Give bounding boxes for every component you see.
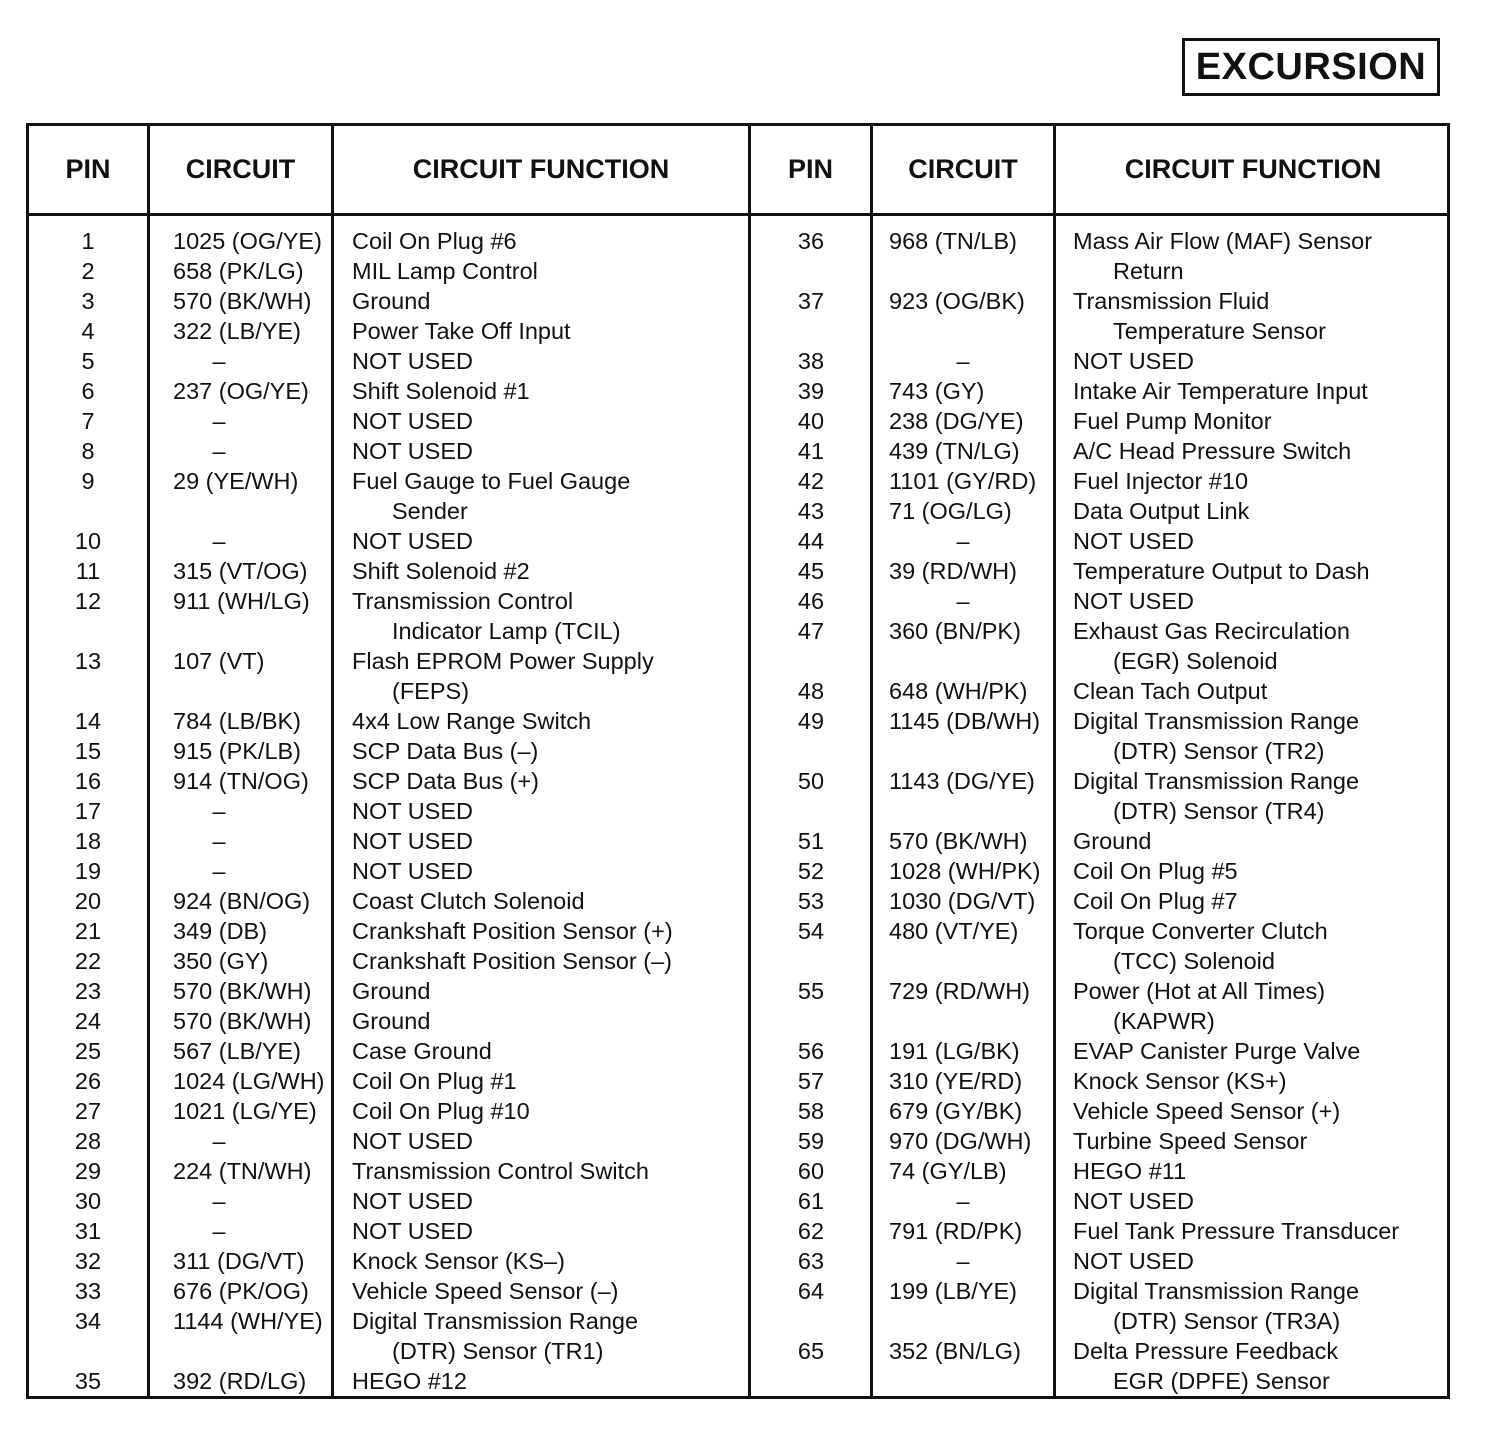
pin-row [751, 1336, 1451, 1366]
pin-row [751, 1036, 1451, 1066]
circuit-code: 658 (PK/LG) [173, 258, 304, 284]
circuit-function: Coil On Plug #5 [1073, 858, 1238, 884]
pin-row [751, 676, 1451, 706]
pin-row [29, 736, 749, 766]
circuit-function: Case Ground [352, 1038, 492, 1064]
pin-row [751, 1066, 1451, 1096]
pin-row-continuation [29, 1336, 749, 1366]
circuit-function: Crankshaft Position Sensor (–) [352, 948, 673, 974]
circuit-code: 567 (LB/YE) [173, 1038, 302, 1064]
circuit-function: Power Take Off Input [352, 318, 571, 344]
circuit-code: 1143 (DG/YE) [889, 768, 1035, 794]
circuit-function: NOT USED [1073, 1248, 1194, 1274]
circuit-code: 924 (BN/OG) [173, 888, 311, 914]
circuit-function: Digital Transmission Range [1073, 768, 1360, 794]
circuit-code: 570 (BK/WH) [173, 288, 312, 314]
circuit-function: HEGO #12 [352, 1368, 467, 1394]
pin-number: 58 [797, 1098, 825, 1124]
circuit-function: Exhaust Gas Recirculation [1073, 618, 1350, 644]
pin-row [29, 976, 749, 1006]
pin-number: 9 [81, 468, 95, 494]
circuit-function: Knock Sensor (KS–) [352, 1248, 565, 1274]
pin-number: 62 [797, 1218, 825, 1244]
circuit-function: Power (Hot at All Times) [1073, 978, 1326, 1004]
header-function-left: CIRCUIT FUNCTION [412, 154, 670, 184]
circuit-function-continued: (TCC) Solenoid [1113, 948, 1275, 974]
circuit-code: 679 (GY/BK) [889, 1098, 1023, 1124]
circuit-code: 310 (YE/RD) [889, 1068, 1023, 1094]
pin-row-continuation [29, 676, 749, 706]
pin-row [29, 256, 749, 286]
header-pin-left: PIN [65, 154, 111, 184]
pin-number: 17 [74, 798, 102, 824]
circuit-function: Digital Transmission Range [1073, 708, 1360, 734]
pin-number: 22 [74, 948, 102, 974]
circuit-function: SCP Data Bus (+) [352, 768, 539, 794]
pin-row [29, 1186, 749, 1216]
pin-number: 26 [74, 1068, 102, 1094]
circuit-function-continued: Indicator Lamp (TCIL) [392, 618, 621, 644]
pin-number: 8 [81, 438, 95, 464]
circuit-function: Torque Converter Clutch [1073, 918, 1328, 944]
pin-number: 11 [75, 558, 101, 584]
circuit-function: Coil On Plug #7 [1073, 888, 1238, 914]
pin-number: 54 [797, 918, 825, 944]
pin-row [29, 316, 749, 346]
pin-row [751, 976, 1451, 1006]
pin-row [29, 1246, 749, 1276]
pin-row [751, 766, 1451, 796]
circuit-code: 791 (RD/PK) [889, 1218, 1023, 1244]
circuit-function: Shift Solenoid #1 [352, 378, 530, 404]
circuit-function: A/C Head Pressure Switch [1073, 438, 1352, 464]
circuit-code: 729 (RD/WH) [889, 978, 1031, 1004]
pin-number: 55 [797, 978, 825, 1004]
pin-number: 5 [81, 348, 95, 374]
pin-row [751, 706, 1451, 736]
pin-number: 27 [74, 1098, 102, 1124]
pin-row [751, 1126, 1451, 1156]
circuit-function-continued: (KAPWR) [1113, 1008, 1215, 1034]
circuit-function: Intake Air Temperature Input [1073, 378, 1368, 404]
pin-number: 46 [797, 588, 825, 614]
pin-row [751, 466, 1451, 496]
circuit-code: 970 (DG/WH) [889, 1128, 1032, 1154]
pin-row [751, 616, 1451, 646]
header-circuit-right: CIRCUIT [908, 154, 1018, 184]
circuit-code: 224 (TN/WH) [173, 1158, 312, 1184]
pin-number: 37 [797, 288, 825, 314]
pin-number: 36 [797, 228, 825, 254]
pin-number: 25 [74, 1038, 102, 1064]
pin-row [751, 376, 1451, 406]
circuit-code: 1024 (LG/WH) [173, 1068, 325, 1094]
pin-number: 53 [797, 888, 825, 914]
pin-number: 28 [74, 1128, 102, 1154]
circuit-function: NOT USED [352, 348, 473, 374]
pin-row [29, 1096, 749, 1126]
pin-row [751, 586, 1451, 616]
circuit-function: NOT USED [1073, 528, 1194, 554]
pin-row [29, 706, 749, 736]
pin-row [751, 1096, 1451, 1126]
circuit-function: NOT USED [352, 798, 473, 824]
pin-number: 14 [74, 708, 102, 734]
circuit-function: NOT USED [352, 1128, 473, 1154]
circuit-code: 676 (PK/OG) [173, 1278, 309, 1304]
circuit-code: 1025 (OG/YE) [173, 228, 322, 254]
circuit-code: – [956, 348, 970, 374]
circuit-code: 1101 (GY/RD) [889, 468, 1037, 494]
circuit-function: Fuel Injector #10 [1073, 468, 1249, 494]
pin-number: 7 [81, 408, 95, 434]
circuit-function: Ground [352, 1008, 431, 1034]
circuit-code: – [212, 1218, 226, 1244]
circuit-function: NOT USED [1073, 1188, 1194, 1214]
circuit-code: 315 (VT/OG) [173, 558, 308, 584]
circuit-code: 107 (VT) [173, 648, 265, 674]
circuit-function: Turbine Speed Sensor [1073, 1128, 1308, 1154]
pin-row-continuation [751, 736, 1451, 766]
pin-row-continuation [751, 1006, 1451, 1036]
circuit-function: NOT USED [352, 858, 473, 884]
circuit-code: 311 (DG/VT) [173, 1248, 305, 1274]
pin-row [29, 556, 749, 586]
pin-number: 45 [797, 558, 825, 584]
pin-row [29, 1366, 749, 1396]
pin-row [29, 1066, 749, 1096]
circuit-code: 74 (GY/LB) [889, 1158, 1007, 1184]
pin-row [29, 1006, 749, 1036]
circuit-code: 191 (LG/BK) [889, 1038, 1020, 1064]
pin-row [751, 826, 1451, 856]
circuit-function: Transmission Control Switch [352, 1158, 649, 1184]
circuit-function: HEGO #11 [1073, 1158, 1187, 1184]
pin-number: 30 [74, 1188, 102, 1214]
pin-row-continuation [29, 496, 749, 526]
pin-row [29, 1126, 749, 1156]
circuit-code: – [212, 858, 226, 884]
pin-row [29, 916, 749, 946]
circuit-function: Digital Transmission Range [1073, 1278, 1360, 1304]
pin-row [29, 796, 749, 826]
pin-number: 40 [797, 408, 825, 434]
pin-row [29, 646, 749, 676]
circuit-code: 570 (BK/WH) [173, 978, 312, 1004]
pin-number: 64 [797, 1278, 825, 1304]
pin-row [29, 376, 749, 406]
left-pin-list [29, 226, 749, 1396]
circuit-function: SCP Data Bus (–) [352, 738, 539, 764]
pin-number: 52 [797, 858, 825, 884]
pin-number: 21 [74, 918, 102, 944]
pin-row [29, 1276, 749, 1306]
circuit-code: – [212, 348, 226, 374]
circuit-function-continued: Return [1113, 258, 1184, 284]
circuit-code: – [212, 1128, 226, 1154]
pin-row-continuation [751, 796, 1451, 826]
circuit-function: NOT USED [352, 438, 473, 464]
circuit-function: Clean Tach Output [1073, 678, 1268, 704]
circuit-function-continued: Sender [392, 498, 468, 524]
circuit-function: EVAP Canister Purge Valve [1073, 1038, 1361, 1064]
circuit-code: 923 (OG/BK) [889, 288, 1025, 314]
circuit-code: 743 (GY) [889, 378, 985, 404]
pin-row [751, 526, 1451, 556]
circuit-function: Coil On Plug #10 [352, 1098, 530, 1124]
pin-number: 51 [797, 828, 825, 854]
pin-row [29, 1036, 749, 1066]
circuit-function-continued: (DTR) Sensor (TR1) [392, 1338, 604, 1364]
pin-number: 43 [797, 498, 825, 524]
circuit-function: Delta Pressure Feedback [1073, 1338, 1339, 1364]
circuit-function-continued: (FEPS) [392, 678, 470, 704]
circuit-function: NOT USED [1073, 348, 1194, 374]
pin-row [29, 1216, 749, 1246]
circuit-function: Fuel Tank Pressure Transducer [1073, 1218, 1400, 1244]
circuit-function: Ground [352, 978, 431, 1004]
circuit-code: 911 (WH/LG) [173, 588, 310, 614]
pin-row [751, 496, 1451, 526]
circuit-code: 392 (RD/LG) [173, 1368, 307, 1394]
pin-number: 29 [74, 1158, 102, 1184]
pin-number: 1 [81, 228, 95, 254]
circuit-function: NOT USED [352, 828, 473, 854]
pin-row [29, 856, 749, 886]
circuit-function: Vehicle Speed Sensor (+) [1073, 1098, 1341, 1124]
circuit-code: 71 (OG/LG) [889, 498, 1012, 524]
vehicle-badge: EXCURSION [1182, 38, 1440, 96]
circuit-code: – [956, 1188, 970, 1214]
pin-row-continuation [29, 616, 749, 646]
pin-row [751, 886, 1451, 916]
circuit-function-continued: Temperature Sensor [1113, 318, 1326, 344]
pin-number: 19 [74, 858, 102, 884]
circuit-code: 29 (YE/WH) [173, 468, 299, 494]
pin-row [751, 1186, 1451, 1216]
circuit-function: Transmission Control [352, 588, 574, 614]
circuit-function: Shift Solenoid #2 [352, 558, 530, 584]
pin-number: 60 [797, 1158, 825, 1184]
circuit-function-continued: (DTR) Sensor (TR2) [1113, 738, 1325, 764]
circuit-function: Coast Clutch Solenoid [352, 888, 585, 914]
pin-number: 61 [797, 1188, 825, 1214]
circuit-code: 1030 (DG/VT) [889, 888, 1036, 914]
circuit-function: NOT USED [1073, 588, 1194, 614]
pin-number: 35 [74, 1368, 102, 1394]
circuit-code: – [956, 1248, 970, 1274]
header-pin-right: PIN [787, 154, 833, 184]
pin-number: 13 [74, 648, 102, 674]
circuit-code: 570 (BK/WH) [173, 1008, 312, 1034]
pin-number: 31 [74, 1218, 102, 1244]
pin-number: 23 [74, 978, 102, 1004]
pin-number: 24 [74, 1008, 102, 1034]
circuit-code: 350 (GY) [173, 948, 269, 974]
circuit-code: – [212, 408, 226, 434]
pin-row [751, 406, 1451, 436]
pin-row [751, 1246, 1451, 1276]
circuit-code: 439 (TN/LG) [889, 438, 1020, 464]
pin-number: 2 [81, 258, 95, 284]
header-circuit-left: CIRCUIT [185, 154, 296, 184]
pin-row [29, 586, 749, 616]
circuit-code: 1144 (WH/YE) [173, 1308, 323, 1334]
pin-row-continuation [751, 946, 1451, 976]
pin-row [751, 436, 1451, 466]
circuit-function: Fuel Pump Monitor [1073, 408, 1272, 434]
pin-row [29, 436, 749, 466]
circuit-code: 1028 (WH/PK) [889, 858, 1041, 884]
pin-number: 49 [797, 708, 825, 734]
circuit-function: Coil On Plug #1 [352, 1068, 517, 1094]
pin-number: 63 [797, 1248, 825, 1274]
circuit-code: – [212, 828, 226, 854]
pinout-table [26, 123, 1450, 1399]
circuit-function: MIL Lamp Control [352, 258, 538, 284]
circuit-code: – [956, 528, 970, 554]
pin-number: 48 [797, 678, 825, 704]
circuit-function: Data Output Link [1073, 498, 1250, 524]
pin-row [29, 1306, 749, 1336]
pin-number: 42 [797, 468, 825, 494]
pin-number: 15 [74, 738, 102, 764]
circuit-code: 237 (OG/YE) [173, 378, 309, 404]
pin-row [29, 226, 749, 256]
pin-number: 39 [797, 378, 825, 404]
pin-number: 57 [797, 1068, 825, 1094]
pin-row-continuation [751, 646, 1451, 676]
circuit-code: – [212, 528, 226, 554]
circuit-code: 648 (WH/PK) [889, 678, 1028, 704]
pin-number: 56 [797, 1038, 825, 1064]
circuit-code: – [212, 1188, 226, 1214]
pin-row [751, 916, 1451, 946]
pin-row [29, 766, 749, 796]
pin-row [29, 526, 749, 556]
pin-number: 34 [74, 1308, 102, 1334]
pin-number: 20 [74, 888, 102, 914]
pin-row [29, 286, 749, 316]
pin-number: 41 [797, 438, 825, 464]
circuit-code: 570 (BK/WH) [889, 828, 1028, 854]
pin-number: 3 [81, 288, 95, 314]
pin-number: 12 [74, 588, 102, 614]
circuit-code: 238 (DG/YE) [889, 408, 1024, 434]
pin-row [29, 826, 749, 856]
circuit-function: NOT USED [352, 1188, 473, 1214]
circuit-code: 322 (LB/YE) [173, 318, 302, 344]
pin-row [751, 1216, 1451, 1246]
circuit-code: 1021 (LG/YE) [173, 1098, 317, 1124]
pin-row [751, 286, 1451, 316]
circuit-function: Flash EPROM Power Supply [352, 648, 654, 674]
circuit-function: Temperature Output to Dash [1073, 558, 1370, 584]
circuit-function: Transmission Fluid [1073, 288, 1270, 314]
circuit-function: Ground [1073, 828, 1152, 854]
circuit-code: 968 (TN/LB) [889, 228, 1017, 254]
pin-row [751, 856, 1451, 886]
circuit-function: NOT USED [352, 528, 473, 554]
pin-row [751, 1276, 1451, 1306]
circuit-function: NOT USED [352, 408, 473, 434]
circuit-code: 915 (PK/LB) [173, 738, 302, 764]
circuit-function: Ground [352, 288, 431, 314]
pin-row [29, 946, 749, 976]
header-divider [29, 213, 1447, 216]
pin-number: 44 [797, 528, 825, 554]
circuit-function-continued: EGR (DPFE) Sensor [1113, 1368, 1330, 1394]
circuit-function: Knock Sensor (KS+) [1073, 1068, 1287, 1094]
pin-number: 38 [797, 348, 825, 374]
circuit-code: – [956, 588, 970, 614]
circuit-function: NOT USED [352, 1218, 473, 1244]
circuit-function: Digital Transmission Range [352, 1308, 639, 1334]
pin-row [751, 1156, 1451, 1186]
circuit-function-continued: (DTR) Sensor (TR3A) [1113, 1308, 1341, 1334]
pin-row [751, 346, 1451, 376]
pin-number: 50 [797, 768, 825, 794]
circuit-code: – [212, 438, 226, 464]
pin-number: 33 [74, 1278, 102, 1304]
circuit-function: Coil On Plug #6 [352, 228, 517, 254]
pin-number: 32 [74, 1248, 102, 1274]
pin-row-continuation [751, 316, 1451, 346]
circuit-function: Fuel Gauge to Fuel Gauge [352, 468, 631, 494]
circuit-code: – [212, 798, 226, 824]
circuit-function-continued: (EGR) Solenoid [1113, 648, 1278, 674]
pin-number: 65 [797, 1338, 825, 1364]
circuit-code: 360 (BN/PK) [889, 618, 1021, 644]
pin-row [29, 1156, 749, 1186]
right-pin-list [751, 226, 1451, 1396]
pin-number: 47 [797, 618, 825, 644]
pin-row [29, 886, 749, 916]
pin-row [29, 406, 749, 436]
pin-number: 18 [74, 828, 102, 854]
pin-row-continuation [751, 1306, 1451, 1336]
circuit-code: 349 (DB) [173, 918, 268, 944]
pin-row [751, 556, 1451, 586]
pin-number: 10 [74, 528, 102, 554]
circuit-function-continued: (DTR) Sensor (TR4) [1113, 798, 1325, 824]
circuit-code: 1145 (DB/WH) [889, 708, 1041, 734]
pin-number: 6 [81, 378, 95, 404]
pin-row-continuation [751, 256, 1451, 286]
circuit-code: 39 (RD/WH) [889, 558, 1017, 584]
circuit-code: 914 (TN/OG) [173, 768, 309, 794]
circuit-code: 480 (VT/YE) [889, 918, 1019, 944]
circuit-function: 4x4 Low Range Switch [352, 708, 592, 734]
pin-row [751, 226, 1451, 256]
pin-number: 59 [797, 1128, 825, 1154]
circuit-function: Mass Air Flow (MAF) Sensor [1073, 228, 1373, 254]
pin-row [29, 466, 749, 496]
circuit-code: 199 (LB/YE) [889, 1278, 1018, 1304]
pin-number: 4 [81, 318, 95, 344]
header-function-right: CIRCUIT FUNCTION [1124, 154, 1382, 184]
circuit-function: Crankshaft Position Sensor (+) [352, 918, 673, 944]
circuit-function: Vehicle Speed Sensor (–) [352, 1278, 619, 1304]
circuit-code: 352 (BN/LG) [889, 1338, 1021, 1364]
pin-number: 16 [74, 768, 102, 794]
circuit-code: 784 (LB/BK) [173, 708, 302, 734]
pin-row [29, 346, 749, 376]
pin-row-continuation [751, 1366, 1451, 1396]
